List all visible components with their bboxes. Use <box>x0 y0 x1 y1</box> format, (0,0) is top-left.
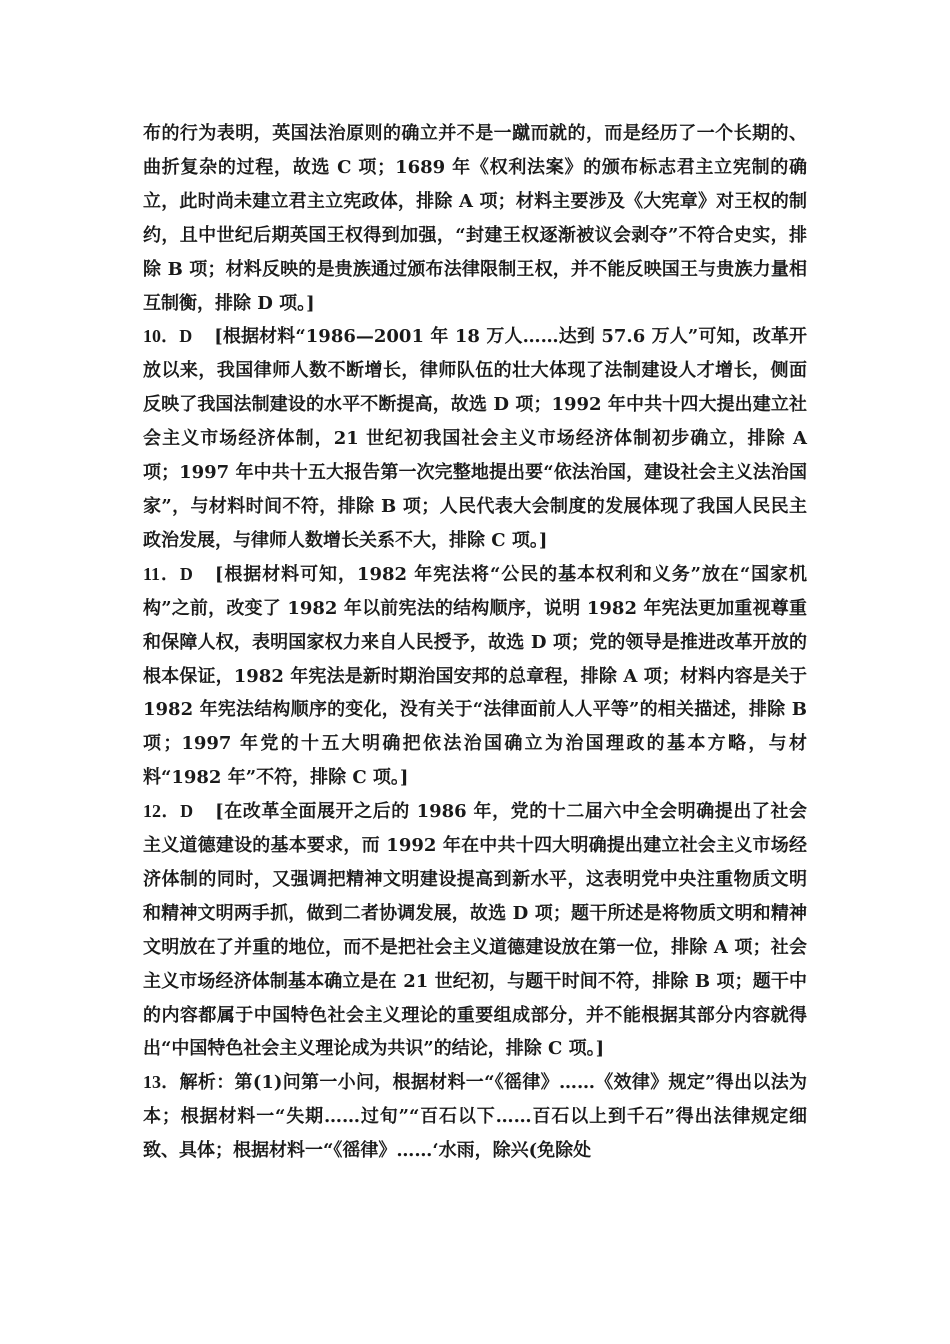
item-explanation: [在改革全面展开之后的 1986 年，党的十二届六中全会明确提出了社会主义道德建设的基本要求，而 1992 年在中共十四大明确提出建立社会主义市场经济体制的同时，又强调把精神文明建设提高到新水平，这表明党中央注重物质文明和精神文明两手抓，做到二者协调发展，故选 D 项；题干所述是将物质文明和精神文明放在了并重的地位，而不是把社会主义道德建设放在第一位，排除 A 项；社会主义市场经济体制基本确立是在 21 世纪初，与题干时间不符，排除 B 项；题干中的内容都属于中国特色社会主义理论的重要组成部分，并不能根据其部分内容就得出“中国特色社会主义理论成为共识”的结论，排除 C 项。] <box>143 801 807 1060</box>
item-answer: D <box>180 801 194 822</box>
item-number: 11． <box>143 563 180 584</box>
item-answer: D <box>179 326 193 347</box>
document-body <box>143 117 807 1168</box>
answer-item-10 <box>143 320 807 557</box>
item-number: 12． <box>143 801 181 822</box>
item-number: 13． <box>143 1072 180 1093</box>
item-explanation: [根据材料可知，1982 年宪法将“公民的基本权利和义务”放在“国家机构”之前，改变了 1982 年以前宪法的结构顺序，说明 1982 年宪法更加重视尊重和保障人权，表明国家权力来自人民授予，故选 D 项；党的领导是推进改革开放的根本保证，1982 年宪法是新时期治国安邦的总章程，排除 A 项；材料内容是关于 1982 年宪法结构顺序的变化，没有关于“法律面前人人平等”的相关描述，排除 B 项；1997 年党的十五大明确把依法治国确立为治国理政的基本方略，与材料“1982 年”不符，排除 C 项。] <box>143 563 807 789</box>
answer-item-13 <box>143 1066 807 1168</box>
item-answer: D <box>179 563 193 584</box>
item-number: 10． <box>143 326 180 347</box>
item-label: 解析： <box>179 1072 235 1093</box>
item-explanation: 第(1)问第一小问，根据材料一“《徭律》……《效律》规定”得出以法为本；根据材料一“失期……过旬”“百石以下……百石以上到千石”得出法律规定细致、具体；根据材料一“《徭律》……‘水雨，除兴(免除处 <box>143 1072 808 1162</box>
paragraph-text: 布的行为表明，英国法治原则的确立并不是一蹴而就的，而是经历了一个长期的、曲折复杂的过程，故选 C 项；1689 年《权利法案》的颁布标志君主立宪制的确立，此时尚未建立君主立宪政体，排除 A 项；材料主要涉及《大宪章》对王权的制约，且中世纪后期英国王权得到加强，“封建王权逐渐被议会剥夺”不符合史实，排除 B 项；材料反映的是贵族通过颁布法律限制王权，并不能反映国王与贵族力量相互制衡，排除 D 项。] <box>143 123 807 314</box>
item-explanation: [根据材料“1986—2001 年 18 万人……达到 57.6 万人”可知，改革开放以来，我国律师人数不断增长，律师队伍的壮大体现了法制建设人才增长，侧面反映了我国法制建设的水平不断提高，故选 D 项；1992 年中共十四大提出建立社会主义市场经济体制，21 世纪初我国社会主义市场经济体制初步确立，排除 A 项；1997 年中共十五大报告第一次完整地提出要“依法治国，建设社会主义法治国家”，与材料时间不符，排除 B 项；人民代表大会制度的发展体现了我国人民民主政治发展，与律师人数增长关系不大，排除 C 项。] <box>143 326 808 551</box>
paragraph-continuation <box>143 117 807 320</box>
answer-item-12 <box>143 795 807 1066</box>
answer-item-11 <box>143 558 807 795</box>
